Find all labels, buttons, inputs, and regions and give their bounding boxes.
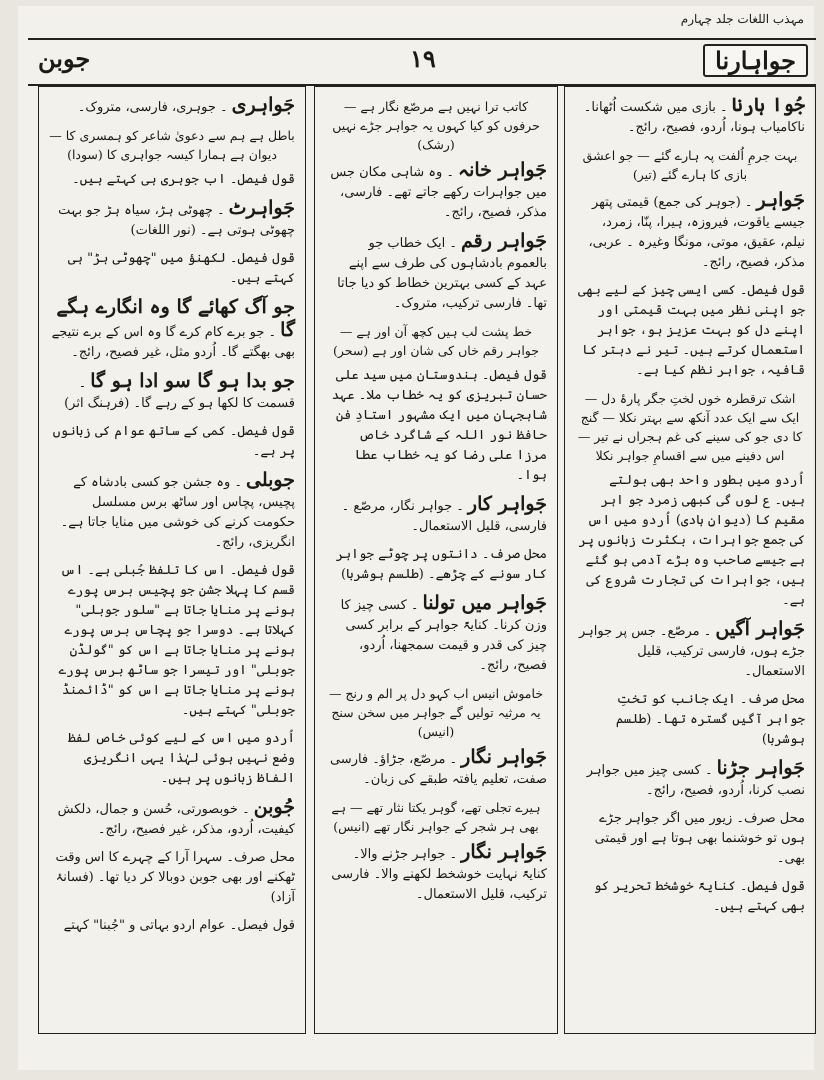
dictionary-entry [49, 198, 295, 241]
dictionary-entry [325, 231, 547, 314]
column-right [564, 86, 816, 1034]
entry-definition: ۔ خوبصورتی، حُسن و جمال، دلکش کیفیت، اُردو، مذکر، غیر فصیح، رائج۔ [57, 802, 295, 837]
entry-headword: جَواہر نگار [461, 841, 547, 863]
entry-headword: جُوا ہارنا [731, 94, 805, 116]
entry-definition: اُردو میں اس کے لیے کوئی خاص لفظ وضع نہیں ہوئی لہٰذا یہی انگریزی الفاظ زبانوں پر ہیں۔ [68, 731, 295, 786]
entry-headword: جَواہر آگیں [715, 618, 805, 640]
entry-definition: ۔ جواہر نگار، مرصّع ۔ فارسی، قلیل الاستعمال۔ [341, 499, 547, 534]
guide-word-first: جواہارنا [703, 44, 808, 77]
dictionary-entry [49, 848, 295, 908]
page-header-banner [28, 38, 816, 86]
entry-headword: جَواہر خانہ [457, 159, 547, 181]
entry-headword: جَواہر رقم [461, 230, 547, 252]
dictionary-entry [575, 95, 805, 138]
dictionary-entry [575, 471, 805, 611]
entry-definition: ۔ مرصّع۔ جس پر جواہر جڑے ہوں، فارسی ترکیب، قلیل الاستعمال۔ [578, 624, 805, 679]
entry-headword: جو بدا ہو گا سو ادا ہو گا [90, 370, 295, 392]
entry-definition: قول فیصل۔ کسی ایسی چیز کے لیے بھی جو اپنی نظر میں بہت قیمتی اور اپنے دل کو بہت عزیز ہو، جواہر استعمال کرتے ہیں۔ تیر نے دہتر کا قافیہ، جواہر نظم کیا ہے۔ [578, 283, 805, 378]
dictionary-entry [575, 190, 805, 273]
entry-headword: جَواہرٹ [228, 197, 295, 219]
entry-definition: ۔ جوہری، فارسی، متروک۔ [77, 100, 228, 115]
dictionary-entry [325, 366, 547, 486]
page-number: ۱۹ [410, 44, 436, 73]
entry-definition: ۔ ایک خطاب جو بالعموم بادشاہوں کی طرف سے اپنے عہد کے کسی بہترین خطاط کو دیا جاتا تھا۔ فارسی ترکیب، متروک۔ [337, 236, 547, 311]
entry-definition: ۔ جو برے کام کرے گا وہ اس کے برے نتیجے بھی بھگتے گا۔ اُردو مثل، غیر فصیح، رائج۔ [51, 325, 295, 360]
entry-definition: اُردو میں بطور واحد بھی بولتے ہیں۔ ع لوں گی کبھی زمرد جو اہر مقیم کا (دیوانِ ہادی) اُردو میں اس کی جمع جواہرات، بکثرت زبانوں پر ہے جیسے صاحب وہ بڑے آدمی ہو گئے ہیں، جواہرات کی تجارت شروع کی ہے۔ [578, 473, 805, 608]
column-left [38, 86, 306, 1034]
dictionary-entry [49, 561, 295, 721]
dictionary-entry [575, 281, 805, 381]
column-middle [314, 86, 558, 1034]
dictionary-entry [49, 371, 295, 414]
dictionary-entry [49, 297, 295, 363]
dictionary-entry [325, 494, 547, 537]
entry-definition: محل صرف۔ سہرا آرا کے چہرے کا اس وقت ٹھکنے اور بھی جوبن دوبالا کر دیا تھا۔ (فسانۂ آزاد) [55, 850, 295, 905]
dictionary-entry [49, 916, 295, 936]
entry-headword: جوبلی [246, 469, 295, 491]
dictionary-entry [49, 729, 295, 789]
entry-definition: ۔ مرصّع، جڑاؤ۔ فارسی صفت، تعلیم یافتہ طبقے کی زبان۔ [329, 752, 547, 787]
dictionary-entry [325, 545, 547, 585]
entry-definition: محل صرف۔ ایک جانب کو تختِ جواہر آگیں گسترہ تھا۔ (طلسم ہوشربا) [615, 692, 805, 747]
book-title: مہذب اللغات جلد چہارم [680, 12, 804, 26]
entry-definition: قول فیصل۔ اس کا تلفظ جُبلی ہے۔ اس قسم کا پہلا جشن جو پچیس برس پورے ہونے پر منایا جاتا ہے "سلور جوبلی" کہلاتا ہے۔ دوسرا جو پچاس برس پورے ہونے پر منایا جاتا ہے اس کو "گولڈن جوبلی" اور تیسرا جو ساٹھ برس پورے ہونے پر منایا جاتا ہے اس کو "ڈائمنڈ جوبلی" کہتے ہیں۔ [58, 563, 295, 718]
dictionary-entry [49, 170, 295, 190]
dictionary-entry [325, 842, 547, 905]
entry-definition: قول فیصل۔ عوام اردو بہاتی و "جُبنا" کہتے [63, 918, 295, 933]
entry-definition: ۔ کسی چیز میں جواہر نصب کرنا، اُردو، فصیح، رائج۔ [586, 763, 805, 798]
dictionary-entry [575, 877, 805, 917]
dictionary-page [18, 6, 814, 1070]
entry-definition: محل صرف۔ زیور میں اگر جواہر جڑے ہوں تو خوشنما بھی ہوتا ہے اور قیمتی بھی۔ [594, 811, 805, 866]
entry-headword: جو آگ کھائے گا وہ انگارے ہگے گا [56, 296, 295, 341]
entry-definition: قول فیصل۔ اب جوہری ہی کہتے ہیں۔ [72, 172, 295, 187]
entry-definition: ۔ (جوہر کی جمع) قیمتی پتھر جیسے یاقوت، فیروزہ، ہیرا، پنّا، زمرد، نیلم، عقیق، موتی، مونگا وغیرہ ۔ عربی، مذکر، فصیح، رائج۔ [588, 195, 805, 270]
entry-definition: ۔ جواہر جڑنے والا۔ کنایۃً نہایت خوشخط لکھنے والا۔ فارسی ترکیب، قلیل الاستعمال۔ [331, 847, 547, 902]
dictionary-entry [575, 619, 805, 682]
guide-word-last: جوبن [38, 44, 91, 73]
entry-definition: ۔ چھوٹی ہڑ، سیاہ ہڑ جو بہت چھوٹی ہوتی ہے۔ (نور اللغات) [58, 203, 295, 238]
entry-definition: قول فیصل۔ کنایۃً خوشخط تحریر کو بھی کہتے ہیں۔ [593, 879, 805, 914]
dictionary-entry [49, 797, 295, 840]
entry-headword: جُوبن [253, 796, 295, 818]
entry-definition: قول فیصل۔ ہندوستان میں سید علی حسان تبریزی کو یہ خطاب ملا۔ عہد شاہجہان میں ایک مشہور استادِ فن حافظ نور اللہ کے شاگرد خاص مرزا علی رضا کو یہ خطاب عطا ہوا۔ [331, 368, 547, 483]
entry-headword: جَواہر نگار [461, 746, 547, 768]
dictionary-entry [575, 809, 805, 869]
entry-definition: ۔ وہ شاہی مکان جس میں جواہرات رکھے جاتے تھے۔ فارسی، مذکر، فصیح، رائج۔ [330, 165, 547, 220]
dictionary-entry [325, 160, 547, 223]
verse-quote: بہت جرمِ اُلفت پہ ہارے گئے — جو اعشق بازی کا ہارے گئے (تیر) [582, 148, 798, 182]
dictionary-entry [575, 690, 805, 750]
dictionary-entry [325, 747, 547, 790]
dictionary-entry [49, 470, 295, 553]
verse-quote: خاموش انیس اب کہو دل پر الم و رنج — یہ مرثیہ تولیں گے جواہر میں سخن سنج (انیس) [328, 686, 544, 739]
verse-quote: باطل ہے ہم سے دعویٰ شاعر کو ہمسری کا — دیوان ہے ہمارا کیسہ جواہری کا (سودا) [49, 128, 295, 162]
entry-definition: قول فیصل۔ لکھنؤ میں "چھوٹی ہڑ" ہی کہتے ہیں۔ [67, 251, 295, 286]
entry-headword: جَواہر میں تولنا [422, 592, 547, 614]
dictionary-entry [49, 422, 295, 462]
dictionary-entry [49, 95, 295, 118]
entry-headword: جَواہر جڑنا [716, 757, 805, 779]
entry-definition: ۔ وہ جشن جو کسی بادشاہ کے پچیس، پچاس اور ساٹھ برس مسلسل حکومت کرنے کی خوشی میں منایا جاتا ہے۔ انگریزی، رائج۔ [60, 475, 295, 550]
entry-headword: جَواہر کار [467, 493, 547, 515]
entry-definition: ۔ کسی چیز کا وزن کرنا۔ کنایۃً جواہر کے برابر کسی چیز کی قدر و قیمت سمجھنا، اُردو، فصیح، رائج۔ [340, 598, 547, 673]
verse-quote: خط پشت لب ہیں کچھ آن اور ہے — جواہر رقم خاں کی شان اور ہے (سحر) [333, 324, 539, 358]
verse-quote: اشک ترقطرہ خوں لختِ جگر پارۂ دل — ایک سے ایک عدد آنکھ سے بہتر نکلا — گنج کا دی جو کی سینے کی غم ہجراں نے تیر — اس دفینے میں سے اقسامِ جواہر نکلا [577, 391, 803, 463]
entry-definition: محل صرف۔ دانتوں پر چوٹے جواہر کار سونے کے چڑھے۔ (طلسم ہوشربا) [335, 547, 547, 582]
entry-headword: جَواہر [756, 189, 805, 211]
dictionary-entry [575, 758, 805, 801]
entry-definition: ۔ قسمت کا لکھا ہو کے رہے گا۔ (فرہنگ اثر) [64, 376, 295, 411]
entry-definition: قول فیصل۔ کمی کے ساتھ عوام کی زبانوں پر ہے۔ [52, 424, 295, 459]
entry-definition: ۔ بازی میں شکست اُٹھانا۔ ناکامیاب ہونا، اُردو، فصیح، رائج۔ [583, 100, 805, 135]
dictionary-entry [49, 249, 295, 289]
entry-headword: جَواہری [231, 94, 295, 116]
verse-quote: ہیرے تجلی تھے، گوہر یکتا نثار تھے — ہے بھی ہر شجر کے جواہر نگار تھے (انیس) [331, 800, 541, 834]
dictionary-entry [325, 593, 547, 676]
verse-quote: کاتب ترا نہیں ہے مرصّع نگار ہے — حرفوں کو کیا کہوں یہ جواہر جڑے نہیں (رشک) [332, 99, 540, 152]
